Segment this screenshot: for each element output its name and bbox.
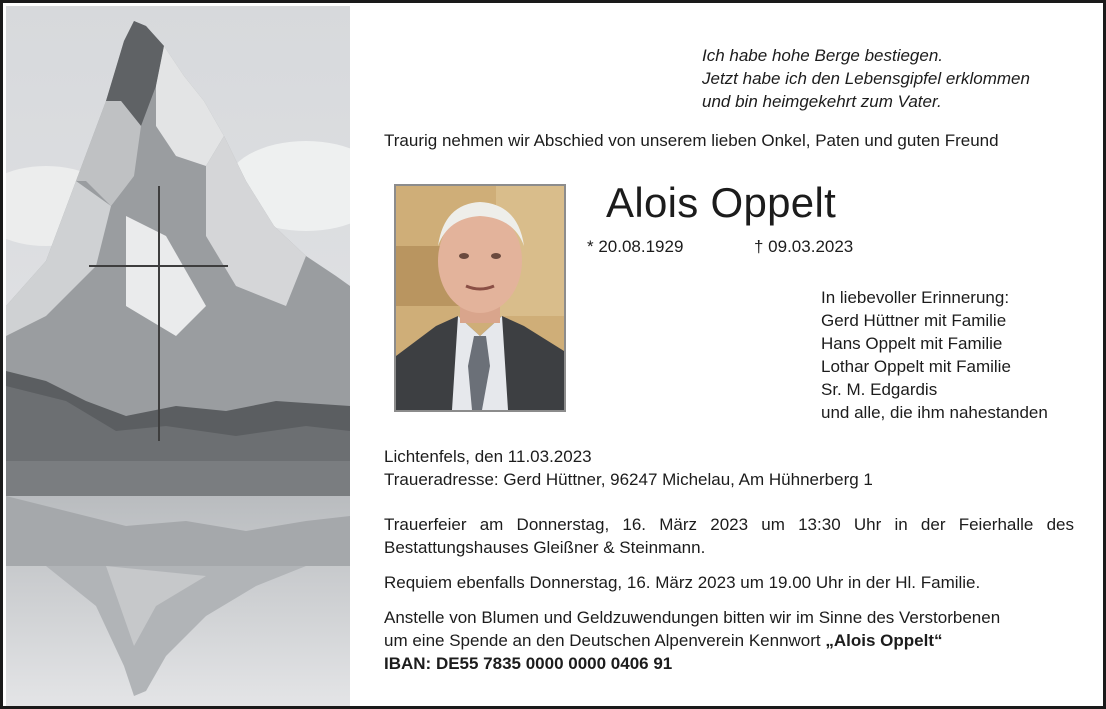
poem-line: Ich habe hohe Berge bestiegen. bbox=[702, 46, 944, 65]
mourner-line: Sr. M. Edgardis bbox=[821, 380, 938, 399]
mourner-line: Gerd Hüttner mit Familie bbox=[821, 311, 1007, 330]
funeral-service bbox=[384, 513, 1074, 559]
service-line: Trauerfeier am Donnerstag, 16. März 2023 um 13:30 Uhr in der Feierhalle des bbox=[384, 515, 1074, 534]
birth-date: * 20.08.1929 bbox=[587, 237, 684, 256]
poem-line: Jetzt habe ich den Lebensgipfel erklommen bbox=[702, 69, 1030, 88]
donation-text: um eine Spende an den Deutschen Alpenverein Kennwort bbox=[384, 631, 826, 650]
iban: IBAN: DE55 7835 0000 0000 0406 91 bbox=[384, 654, 673, 673]
donation-line bbox=[384, 629, 1074, 652]
mourner-line: und alle, die ihm nahestanden bbox=[821, 403, 1048, 422]
deceased-name: Alois Oppelt bbox=[606, 179, 837, 226]
mourner-line: Hans Oppelt mit Familie bbox=[821, 334, 1003, 353]
place-date: Lichtenfels, den 11.03.2023 bbox=[384, 447, 592, 466]
mourning-address: Traueradresse: Gerd Hüttner, 96247 Michelau, Am Hühnerberg 1 bbox=[384, 470, 873, 489]
mourner-line: In liebevoller Erinnerung: bbox=[821, 288, 1010, 307]
portrait-photo bbox=[394, 184, 566, 412]
poem-line: und bin heimgekehrt zum Vater. bbox=[702, 92, 942, 111]
mourner-line: Lothar Oppelt mit Familie bbox=[821, 357, 1011, 376]
death-date: † 09.03.2023 bbox=[754, 237, 854, 256]
place-and-address bbox=[384, 445, 873, 491]
poem bbox=[702, 44, 1082, 113]
requiem: Requiem ebenfalls Donnerstag, 16. März 2023 um 19.00 Uhr in der Hl. Familie. bbox=[384, 573, 981, 592]
donation-line: Anstelle von Blumen und Geldzuwendungen bitten wir im Sinne des Verstorbenen bbox=[384, 608, 1001, 627]
donation-keyword: „Alois Oppelt“ bbox=[825, 631, 943, 650]
intro-text: Traurig nehmen wir Abschied von unserem lieben Onkel, Paten und guten Freund bbox=[384, 131, 999, 150]
donation-request bbox=[384, 606, 1074, 675]
mountain-lake-image bbox=[6, 6, 350, 709]
mourners-list bbox=[821, 286, 1048, 424]
service-line: Bestattungshauses Gleißner & Steinmann. bbox=[384, 538, 706, 557]
